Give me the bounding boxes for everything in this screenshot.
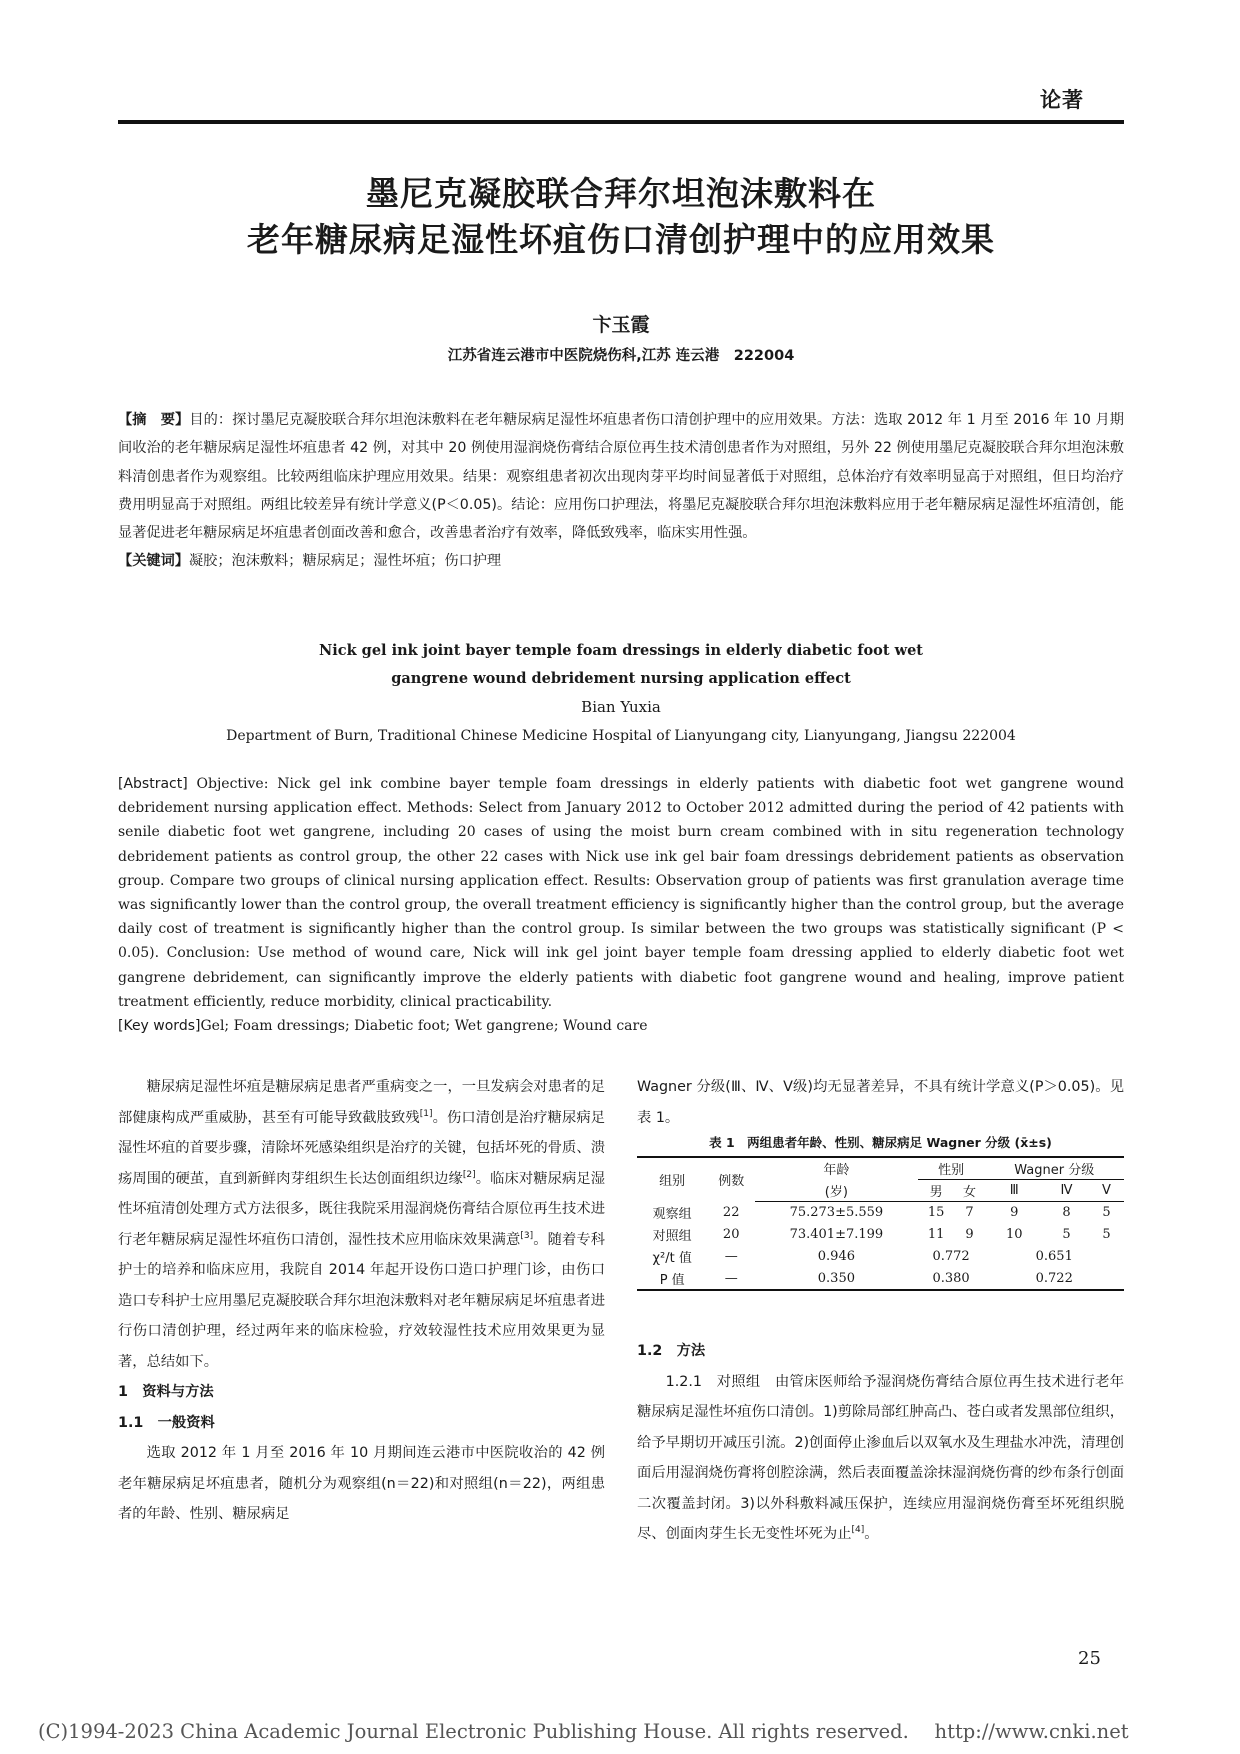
table-cell-age: 75.273±5.559 — [789, 1205, 884, 1221]
table-cell-stat-age: 0.946 — [817, 1249, 855, 1264]
table-cell-stat-sex: 0.772 — [932, 1249, 970, 1264]
table-header-cases: 例数 — [707, 1157, 755, 1202]
table-header-male: 男 — [918, 1180, 955, 1202]
table-cell-cases: 22 — [722, 1205, 740, 1220]
abstract-cn-text: 目的：探讨墨尼克凝胶联合拜尔坦泡沫敷料在老年糖尿病足湿性坏疽患者伤口清创护理中的应用效果。方法：选取 2012 年 1 月至 2016 年 10 月期间收治的老年糖尿病足湿性坏疽患者 42 例，对其中 20 例使用湿润烧伤膏结合原位再生技术清创患者作为对照组，另外 22 例使用墨尼克凝胶联合拜尔坦泡沫敷料清创患者作为观察组。比较两组临床护理应用效果。结果：观察组患者初次出现肉芽平均时间显著低于对照组，总体治疗有效率明显高于对照组，但日均治疗费用明显高于对照组。两组比较差异有统计学意义(P＜0.05)。结论：应用伤口护理法，将墨尼克凝胶联合拜尔坦泡沫敷料应用于老年糖尿病足湿性坏疽清创，能显著促进老年糖尿病足坏疽患者创面改善和愈合，改善患者治疗有效率，降低致残率，临床实用性强。 — [118, 412, 1124, 542]
title-cn-line-1: 墨尼克凝胶联合拜尔坦泡沫敷料在 — [366, 174, 876, 213]
table-row — [637, 1202, 1124, 1224]
heading-1: 1 资料与方法 — [118, 1384, 214, 1400]
keywords-cn-text: 凝胶；泡沫敷料；糖尿病足；湿性坏疽；伤口护理 — [188, 553, 502, 570]
table-cell-female: 7 — [965, 1205, 974, 1221]
table-row — [637, 1224, 1124, 1246]
body-column-right-bottom — [637, 1336, 1124, 1550]
abstract-cn-label: 【摘 要】 — [118, 412, 190, 428]
table-cell-stat-label: χ²/t 值 — [652, 1251, 692, 1266]
wagner-paragraph: Wagner 分级(Ⅲ、Ⅳ、Ⅴ级)均无显著差异，不具有统计学意义(P＞0.05)。见表 1。 — [637, 1079, 1124, 1126]
table-header-wagner-4: Ⅳ — [1044, 1180, 1089, 1202]
page-number: 25 — [1078, 1648, 1101, 1669]
intro-text-4: 。随着专科护士的培养和临床应用，我院自 2014 年起开设伤口造口护理门诊，由伤口造口专科护士应用墨尼克凝胶联合拜尔坦泡沫敷料对老年糖尿病足坏疽患者进行伤口清创护理，经过两年来的临床检验，疗效较湿性技术应用效果更为显著，总结如下。 — [118, 1231, 605, 1370]
heading-1-1: 1.1 一般资料 — [118, 1414, 215, 1431]
table-row-p — [637, 1268, 1124, 1290]
table-cell-p-label: P 值 — [637, 1268, 707, 1290]
table-cell-male: 11 — [927, 1227, 945, 1242]
body-column-left — [118, 1072, 605, 1530]
title-en-line-2: gangrene wound debridement nursing application effect — [391, 670, 851, 687]
title-en-line-1: Nick gel ink joint bayer temple foam dressings in elderly diabetic foot wet — [319, 642, 923, 659]
citation-2: [2] — [462, 1169, 476, 1180]
table-header-wagner-5: Ⅴ — [1089, 1180, 1124, 1202]
intro-text-2: 。伤口清创是治疗糖尿病足湿性坏疽的首要步骤，清除坏死感染组织是治疗的关键，包括坏死的骨质、溃疡周围的硬茧，直到新鲜肉芽组织生长达创面组织边缘 — [118, 1109, 606, 1187]
table-cell-wagner-4: 5 — [1062, 1227, 1071, 1242]
table-cell-stat-wagner: 0.651 — [1035, 1249, 1073, 1264]
control-group-text: 1.2.1 对照组 由管床医师给予湿润烧伤膏结合原位再生技术进行老年糖尿病足湿性坏疽伤口清创。1)剪除局部红肿高凸、苍白或者发黑部位组织，给予早期切开减压引流。2)创面停止渗血后以双氧水及生理盐水冲洗，清理创面后用湿润烧伤膏将创腔涂满，然后表面覆盖涂抹湿润烧伤膏的纱布条行创面二次覆盖封闭。3)以外科敷料减压保护，连续应用湿润烧伤膏至坏死组织脱尽、创面肉芽生长无变性坏死为止 — [637, 1373, 1124, 1542]
citation-1: [1] — [419, 1108, 433, 1119]
author-en: Bian Yuxia — [581, 698, 661, 716]
table-header-wagner: Wagner 分级 — [984, 1157, 1124, 1180]
table-header-age-unit: (岁) — [755, 1180, 918, 1202]
intro-text-3: 。临床对糖尿病足湿性坏疽清创处理方式方法很多，既往我院采用湿润烧伤膏结合原位再生技术进行老年糖尿病足湿性坏疽伤口清创，湿性技术应用临床效果满意 — [118, 1170, 605, 1248]
affiliation-en: Department of Burn, Traditional Chinese Medicine Hospital of Lianyungang city, Lianyungang, Jiangsu 222004 — [226, 728, 1016, 744]
header-rule — [118, 120, 1124, 124]
table-cell-wagner-3: 10 — [1005, 1227, 1023, 1242]
table-cell-p-wagner: 0.722 — [984, 1268, 1124, 1290]
abstract-en-text: Objective: Nick gel ink combine bayer temple foam dressings in elderly patients with diabetic foot wet gangrene wound debridement nursing application effect. Methods: Select from January 2012 to October 2012 admitted during the period of 42 patients with senile diabetic foot wet gangrene, including 20 cases of using the moist burn cream combined with in situ regeneration technology debridement patients as control group, the other 22 cases with Nick use ink gel bair foam dressings debridement patients as observation group. Compare two groups of clinical nursing application effect. Results: Observation group of patients was first granulation average time was significantly lower than the control group, the overall treatment efficiency is significantly higher than the control group, but the average daily cost of treatment is significantly higher than the control group. Is similar between the two groups was statistically significant (P < 0.05). Conclusion: Use method of wound care, Nick will ink gel joint bayer temple foam dressing applied to elderly diabetic foot wet gangrene debridement, can significantly improve the elderly patients with diabetic foot gangrene wound and healing, improve patient treatment efficiently, reduce morbidity, clinical practicability. — [118, 776, 1124, 1010]
table-cell-female: 9 — [965, 1227, 974, 1242]
control-group-paragraph — [637, 1367, 1124, 1550]
keywords-en-text: Gel; Foam dressings; Diabetic foot; Wet gangrene; Wound care — [200, 1018, 648, 1035]
keywords-en-label: [Key words] — [118, 1018, 201, 1035]
abstract-en — [118, 772, 1124, 1038]
citation-4: [4] — [851, 1525, 865, 1536]
table-cell-p-age: 0.350 — [755, 1268, 918, 1290]
table-cell-age: 73.401±7.199 — [789, 1227, 884, 1242]
table-cell-wagner-3: 9 — [1010, 1205, 1019, 1221]
table-row-stat — [637, 1246, 1124, 1268]
keywords-en — [118, 1014, 1124, 1038]
keywords-cn — [118, 547, 1124, 575]
affiliation-cn: 江苏省连云港市中医院烧伤科,江苏 连云港 222004 — [447, 348, 795, 364]
table-1 — [637, 1156, 1124, 1291]
table-cell-stat-cases: — — [724, 1249, 738, 1264]
abstract-en-label: [Abstract] — [118, 776, 188, 792]
abstract-cn-body — [118, 406, 1124, 547]
table-cell-group: 观察组 — [652, 1207, 692, 1222]
heading-1-2: 1.2 方法 — [637, 1343, 706, 1359]
table-cell-wagner-5: 5 — [1102, 1227, 1111, 1242]
table-header-sex: 性别 — [918, 1157, 985, 1180]
abstract-cn — [118, 406, 1124, 576]
table-cell-wagner-4: 8 — [1062, 1205, 1071, 1221]
table-cell-wagner-5: 5 — [1102, 1205, 1111, 1221]
author-cn: 卞玉霞 — [592, 314, 650, 336]
table-header-female: 女 — [955, 1180, 985, 1202]
table-1-caption: 表 1 两组患者年龄、性别、糖尿病足 Wagner 分级 (x̄±s) — [709, 1135, 1052, 1150]
control-group-text-end: 。 — [864, 1526, 879, 1542]
section-tag: 论著 — [1040, 87, 1084, 112]
abstract-en-body — [118, 772, 1124, 1014]
table-cell-p-sex: 0.380 — [918, 1268, 985, 1290]
citation-3: [3] — [520, 1230, 534, 1241]
copyright-notice: (C)1994-2023 China Academic Journal Electronic Publishing House. All rights reserved. http://www.cnki.net — [38, 1720, 1129, 1743]
body-column-right-top — [637, 1072, 1124, 1133]
intro-text-1: 糖尿病足湿性坏疽是糖尿病足患者严重病变之一，一旦发病会对患者的足部健康构成严重威胁，甚至有可能导致截肢致残 — [118, 1079, 605, 1126]
table-cell-cases: 20 — [722, 1227, 740, 1242]
table-cell-p-cases: — — [707, 1268, 755, 1290]
general-data-paragraph: 选取 2012 年 1 月至 2016 年 10 月期间连云港市中医院收治的 42 例老年糖尿病足坏疽患者，随机分为观察组(n＝22)和对照组(n＝22)，两组患者的年龄、性别、糖尿病足 — [118, 1445, 605, 1522]
table-header-wagner-3: Ⅲ — [984, 1180, 1044, 1202]
table-header-group: 组别 — [637, 1157, 707, 1202]
keywords-cn-label: 【关键词】 — [118, 553, 189, 570]
title-cn-line-2: 老年糖尿病足湿性坏疽伤口清创护理中的应用效果 — [247, 220, 995, 259]
table-cell-male: 15 — [927, 1205, 945, 1221]
table-1-grid — [637, 1156, 1124, 1291]
table-cell-group: 对照组 — [652, 1229, 692, 1244]
table-header-age: 年龄 — [755, 1157, 918, 1180]
intro-paragraph — [118, 1072, 605, 1377]
